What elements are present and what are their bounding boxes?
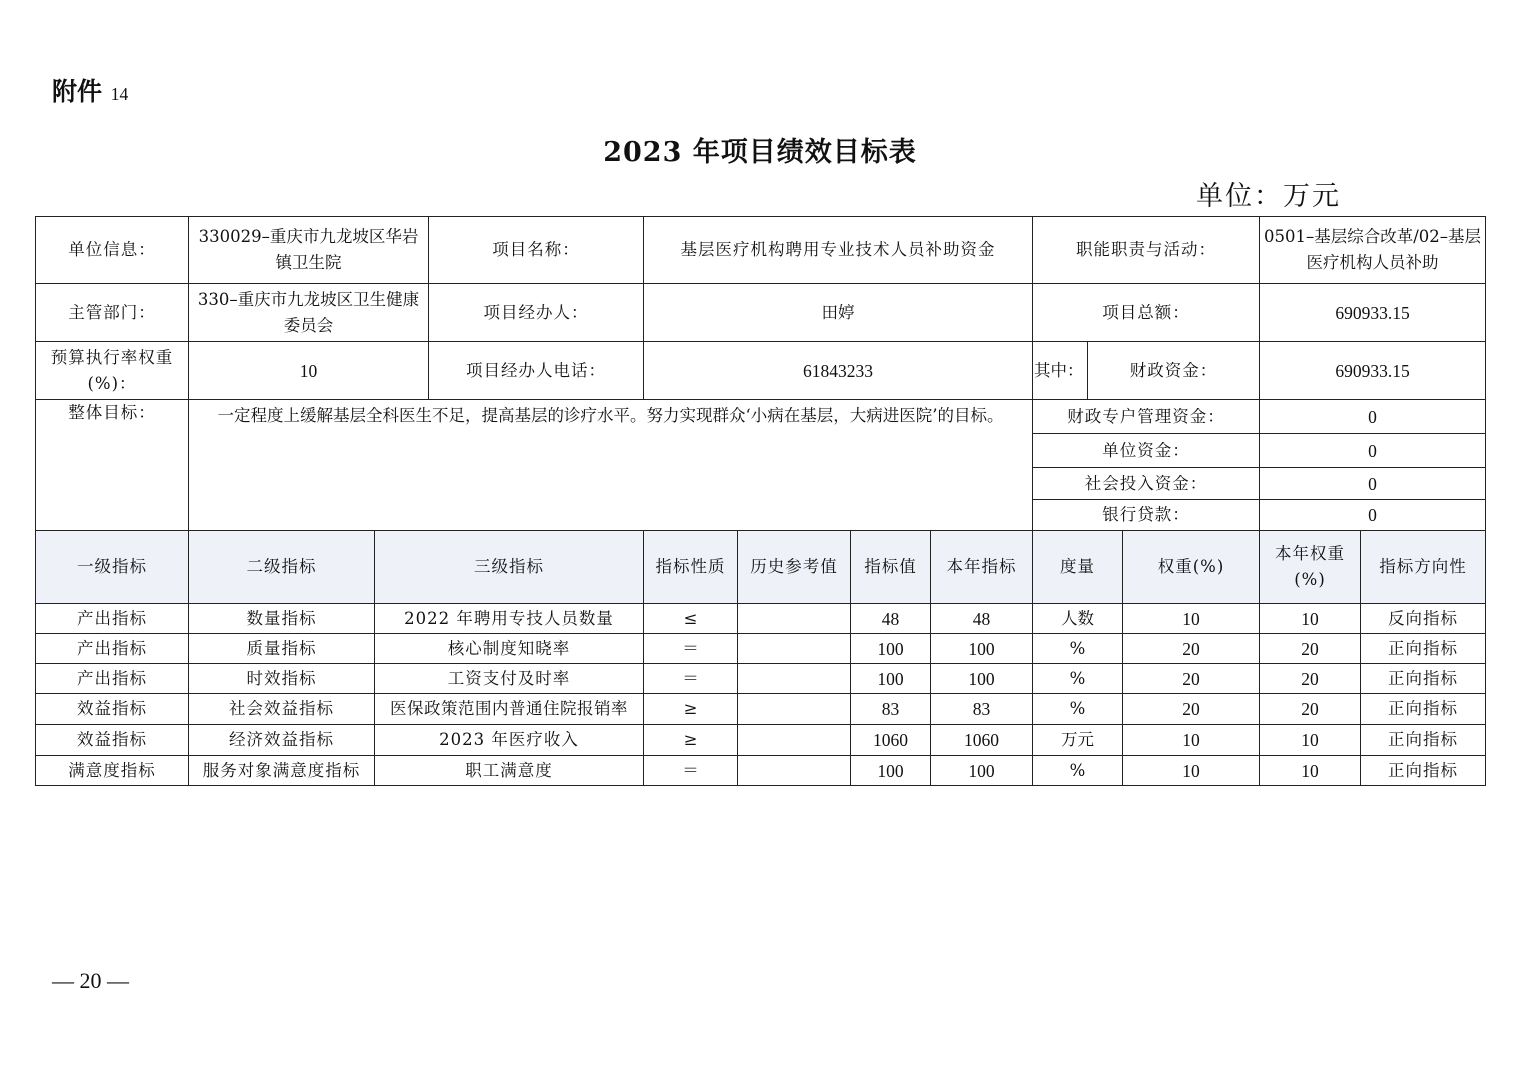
attachment-label: [52, 72, 128, 108]
value-cell: 100: [851, 664, 931, 694]
indicator-row: [36, 664, 1486, 694]
year-weight-cell: 20: [1260, 664, 1361, 694]
weight-cell: 10: [1123, 756, 1260, 786]
value-cell: 100: [851, 634, 931, 664]
indicator-row: [36, 634, 1486, 664]
direction-cell: 正向指标: [1361, 694, 1486, 725]
measure-cell: 人数: [1033, 604, 1123, 634]
header-measure: 度量: [1033, 531, 1123, 604]
value-cell: 1060: [851, 725, 931, 756]
level1-cell: 产出指标: [36, 664, 189, 694]
indicator-row: [36, 694, 1486, 725]
level3-cell: 2023 年医疗收入: [375, 725, 644, 756]
performance-target-table: [35, 216, 1486, 786]
header-direction: 指标方向性: [1361, 531, 1486, 604]
special-fund-value: 0: [1260, 400, 1486, 434]
header-level2: 二级指标: [189, 531, 375, 604]
phone-value: 61843233: [644, 342, 1033, 400]
nature-cell: ≤: [644, 604, 738, 634]
project-name-label: 项目名称：: [429, 217, 644, 284]
value-cell: 48: [851, 604, 931, 634]
target-cell: 100: [931, 756, 1033, 786]
level2-cell: 质量指标: [189, 634, 375, 664]
bank-loan-label: 银行贷款：: [1033, 500, 1260, 531]
measure-cell: %: [1033, 694, 1123, 725]
fiscal-label: 财政资金：: [1088, 342, 1260, 400]
page-number: — 20 —: [52, 968, 129, 993]
manager-value: 田婷: [644, 284, 1033, 342]
header-history: 历史参考值: [738, 531, 851, 604]
measure-cell: 万元: [1033, 725, 1123, 756]
weight-cell: 20: [1123, 634, 1260, 664]
direction-cell: 反向指标: [1361, 604, 1486, 634]
weight-label: 预算执行率权重(%)：: [36, 342, 189, 400]
year-weight-cell: 10: [1260, 756, 1361, 786]
header-target: 本年指标: [931, 531, 1033, 604]
target-cell: 48: [931, 604, 1033, 634]
direction-cell: 正向指标: [1361, 725, 1486, 756]
nature-cell: ＝: [644, 756, 738, 786]
target-cell: 1060: [931, 725, 1033, 756]
indicator-row: [36, 725, 1486, 756]
row-dept: [36, 284, 1486, 342]
level2-cell: 服务对象满意度指标: [189, 756, 375, 786]
duty-label: 职能职责与活动：: [1033, 217, 1260, 284]
weight-cell: 10: [1123, 725, 1260, 756]
weight-cell: 20: [1123, 694, 1260, 725]
total-label: 项目总额：: [1033, 284, 1260, 342]
dept-value: 330–重庆市九龙坡区卫生健康委员会: [189, 284, 429, 342]
attachment-word: 附件: [52, 77, 103, 106]
level3-cell: 2022 年聘用专技人员数量: [375, 604, 644, 634]
weight-value: 10: [189, 342, 429, 400]
dept-label: 主管部门：: [36, 284, 189, 342]
nature-cell: ＝: [644, 664, 738, 694]
level3-cell: 医保政策范围内普通住院报销率: [375, 694, 644, 725]
level3-cell: 核心制度知晓率: [375, 634, 644, 664]
document-title: 2023 年项目绩效目标表: [603, 137, 917, 168]
level3-cell: 工资支付及时率: [375, 664, 644, 694]
level1-cell: 满意度指标: [36, 756, 189, 786]
among-label: 其中：: [1033, 342, 1088, 400]
total-value: 690933.15: [1260, 284, 1486, 342]
unit-info-value: 330029–重庆市九龙坡区华岩镇卫生院: [189, 217, 429, 284]
level1-cell: 产出指标: [36, 634, 189, 664]
year-weight-cell: 20: [1260, 634, 1361, 664]
direction-cell: 正向指标: [1361, 634, 1486, 664]
indicator-row: [36, 756, 1486, 786]
header-level1: 一级指标: [36, 531, 189, 604]
value-cell: 100: [851, 756, 931, 786]
goal-value: 一定程度上缓解基层全科医生不足，提高基层的诊疗水平。努力实现群众‘小病在基层，大病进医院’的目标。: [189, 400, 1033, 531]
row-unit-info: [36, 217, 1486, 284]
nature-cell: ≥: [644, 725, 738, 756]
level1-cell: 产出指标: [36, 604, 189, 634]
direction-cell: 正向指标: [1361, 756, 1486, 786]
history-cell: [738, 756, 851, 786]
header-year-weight: 本年权重(%): [1260, 531, 1361, 604]
history-cell: [738, 694, 851, 725]
measure-cell: %: [1033, 634, 1123, 664]
row-weight: [36, 342, 1486, 400]
value-cell: 83: [851, 694, 931, 725]
indicator-header-row: [36, 531, 1486, 604]
target-cell: 100: [931, 634, 1033, 664]
history-cell: [738, 634, 851, 664]
nature-cell: ≥: [644, 694, 738, 725]
manager-label: 项目经办人：: [429, 284, 644, 342]
header-level3: 三级指标: [375, 531, 644, 604]
level2-cell: 数量指标: [189, 604, 375, 634]
unit-label: 单位：万元: [1196, 181, 1341, 212]
target-cell: 83: [931, 694, 1033, 725]
special-fund-label: 财政专户管理资金：: [1033, 400, 1260, 434]
unit-fund-value: 0: [1260, 434, 1486, 468]
header-weight: 权重(%): [1123, 531, 1260, 604]
weight-cell: 10: [1123, 604, 1260, 634]
attachment-number: 14: [110, 84, 129, 104]
project-name-value: 基层医疗机构聘用专业技术人员补助资金: [644, 217, 1033, 284]
level3-cell: 职工满意度: [375, 756, 644, 786]
level2-cell: 社会效益指标: [189, 694, 375, 725]
fiscal-value: 690933.15: [1260, 342, 1486, 400]
year-weight-cell: 10: [1260, 725, 1361, 756]
level1-cell: 效益指标: [36, 694, 189, 725]
direction-cell: 正向指标: [1361, 664, 1486, 694]
level1-cell: 效益指标: [36, 725, 189, 756]
duty-value: 0501–基层综合改革/02–基层医疗机构人员补助: [1260, 217, 1486, 284]
year-weight-cell: 20: [1260, 694, 1361, 725]
measure-cell: %: [1033, 664, 1123, 694]
indicator-row: [36, 604, 1486, 634]
level2-cell: 时效指标: [189, 664, 375, 694]
header-nature: 指标性质: [644, 531, 738, 604]
social-fund-label: 社会投入资金：: [1033, 468, 1260, 500]
nature-cell: ＝: [644, 634, 738, 664]
goal-label: 整体目标：: [36, 400, 189, 531]
history-cell: [738, 725, 851, 756]
level2-cell: 经济效益指标: [189, 725, 375, 756]
social-fund-value: 0: [1260, 468, 1486, 500]
year-weight-cell: 10: [1260, 604, 1361, 634]
weight-cell: 20: [1123, 664, 1260, 694]
header-value: 指标值: [851, 531, 931, 604]
phone-label: 项目经办人电话：: [429, 342, 644, 400]
bank-loan-value: 0: [1260, 500, 1486, 531]
unit-info-label: 单位信息：: [36, 217, 189, 284]
measure-cell: %: [1033, 756, 1123, 786]
history-cell: [738, 604, 851, 634]
row-goal: [36, 400, 1486, 434]
target-cell: 100: [931, 664, 1033, 694]
unit-fund-label: 单位资金：: [1033, 434, 1260, 468]
history-cell: [738, 664, 851, 694]
